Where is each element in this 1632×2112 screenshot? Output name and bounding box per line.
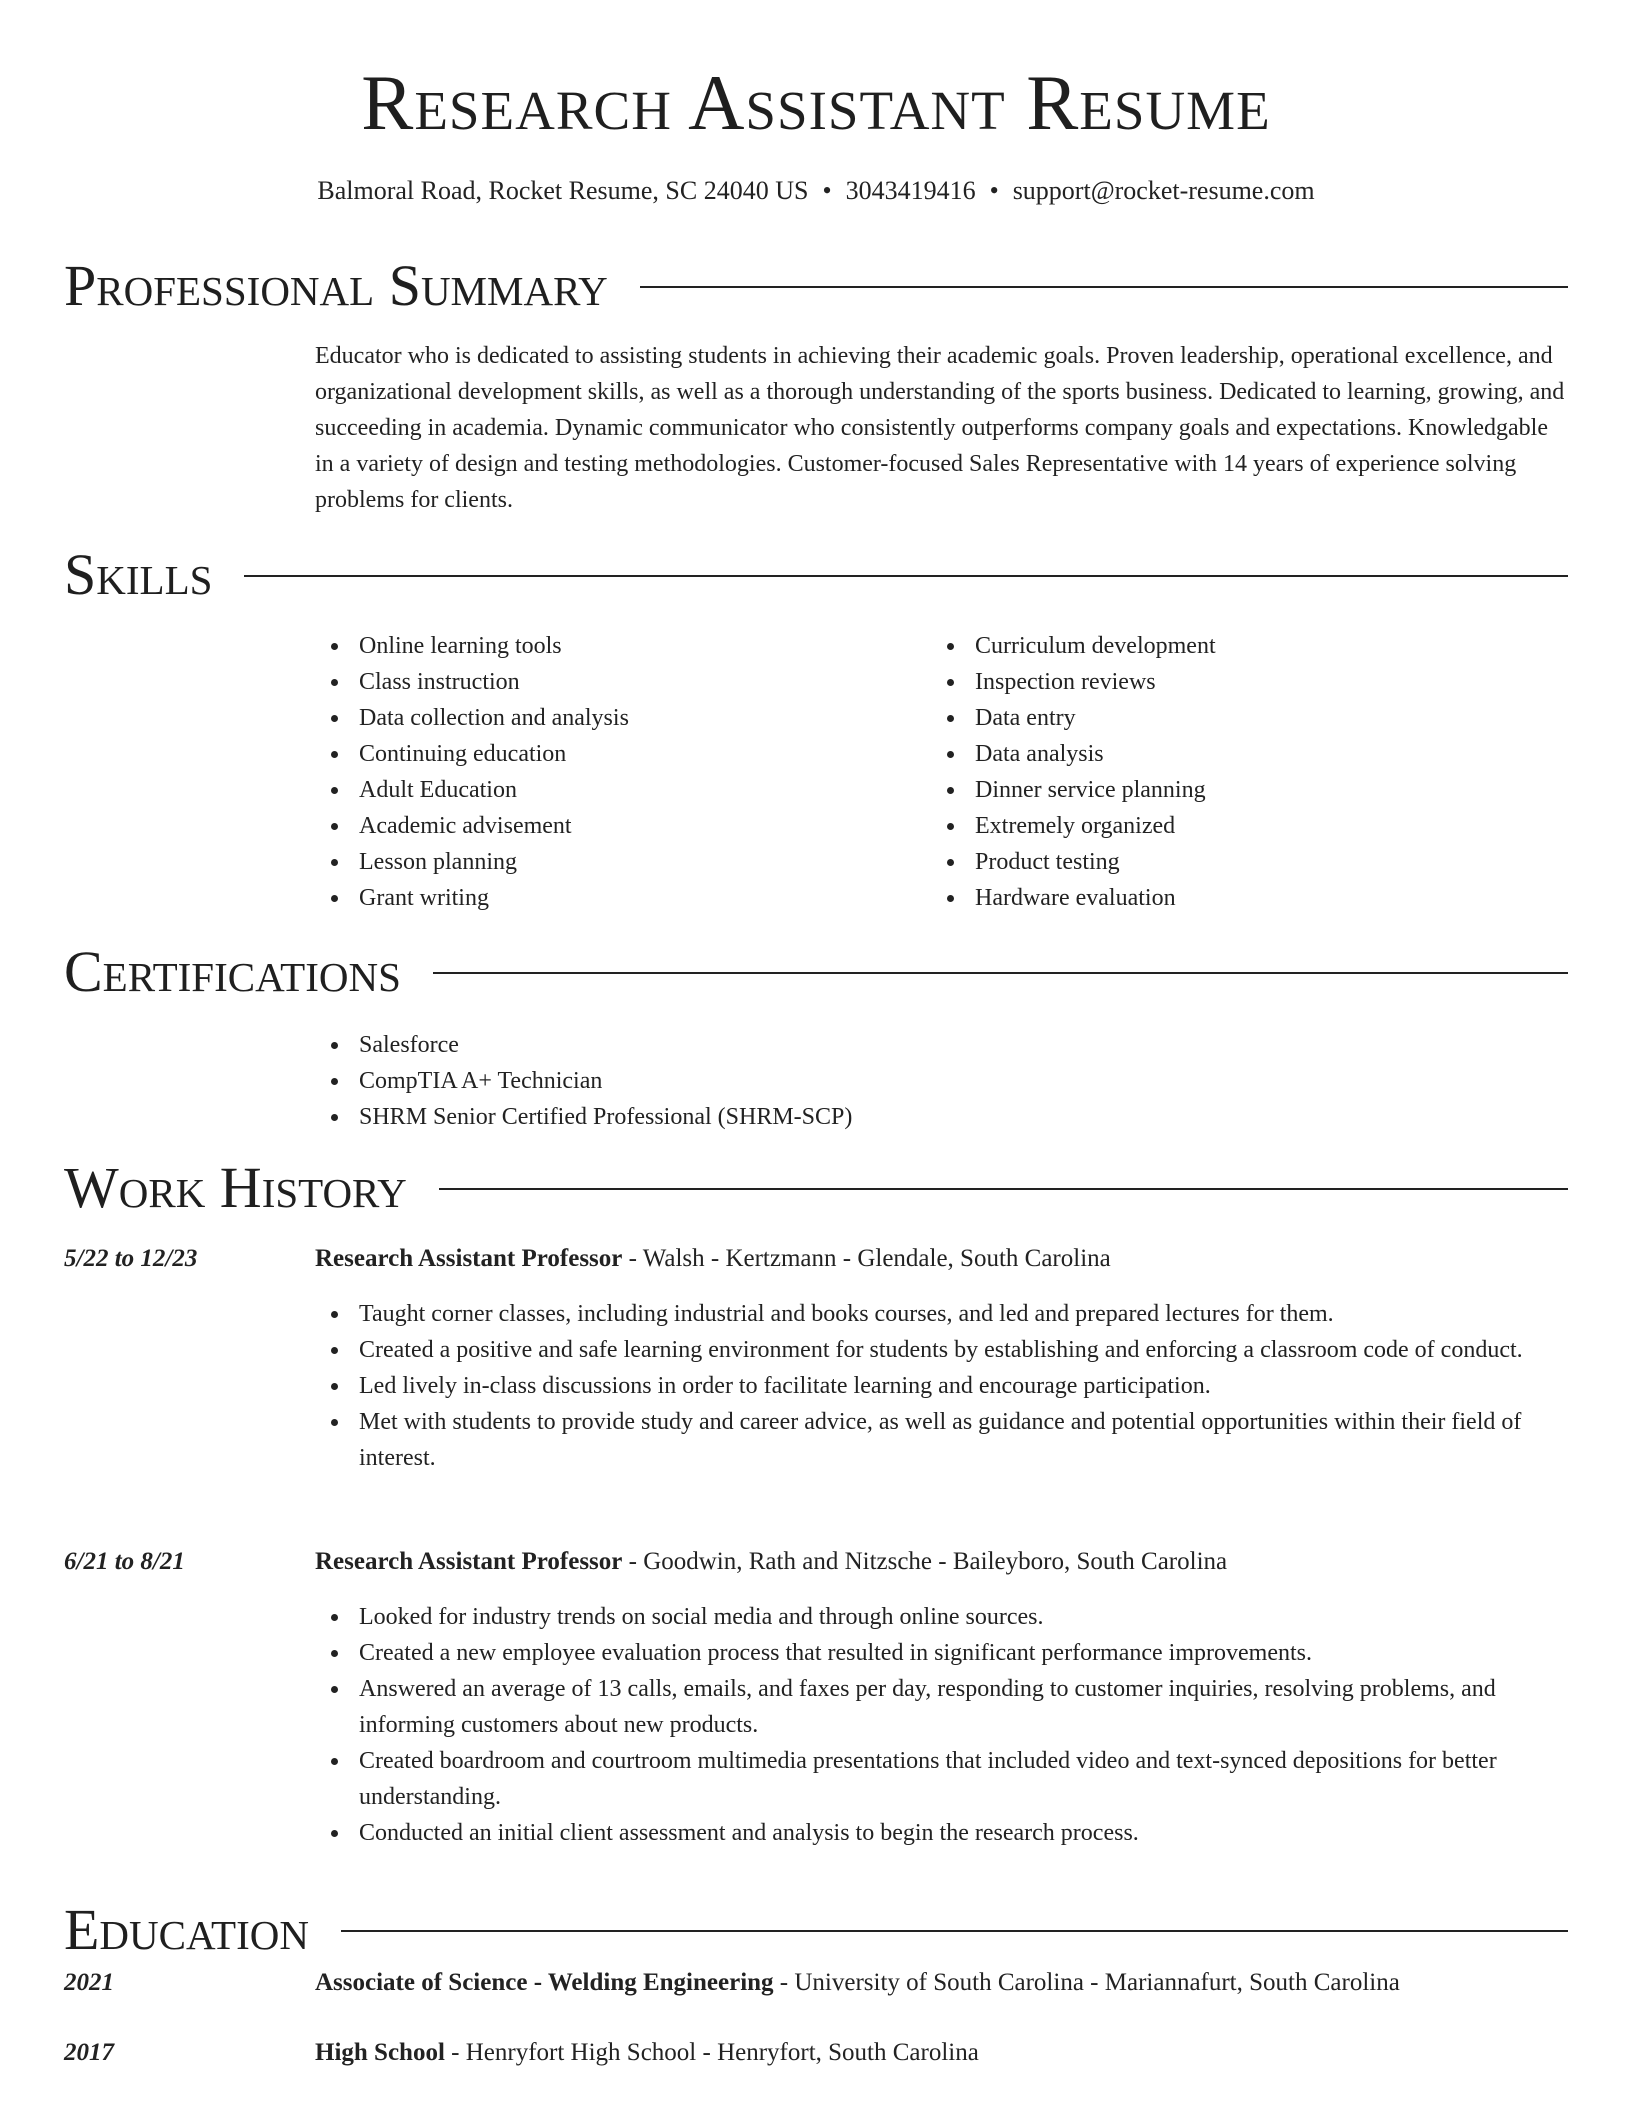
education-details: - Henryfort High School - Henryfort, South Carolina bbox=[444, 2039, 979, 2066]
certification-item: SHRM Senior Certified Professional (SHRM-SCP) bbox=[315, 1099, 1315, 1135]
job-heading bbox=[315, 1544, 1570, 1580]
job-bullet: Created a positive and safe learning environment for students by establishing and enforcing a classroom code of conduct. bbox=[315, 1332, 1555, 1368]
skill-item: Data entry bbox=[931, 700, 1531, 736]
skill-item: Class instruction bbox=[315, 664, 875, 700]
job-details: - Goodwin, Rath and Nitzsche - Baileyboro, South Carolina bbox=[622, 1548, 1228, 1575]
education-year: 2021 bbox=[64, 1969, 114, 1996]
section-title: Skills bbox=[64, 542, 213, 607]
job-bullet: Conducted an initial client assessment and analysis to begin the research process. bbox=[315, 1815, 1555, 1851]
certification-item: Salesforce bbox=[315, 1027, 1315, 1063]
section-title: Work History bbox=[64, 1155, 407, 1220]
email: support@rocket-resume.com bbox=[1012, 176, 1315, 205]
job-details: - Walsh - Kertzmann - Glendale, South Carolina bbox=[622, 1245, 1111, 1272]
job-heading bbox=[315, 1241, 1570, 1277]
job-bullet: Answered an average of 13 calls, emails, and faxes per day, responding to customer inquiries, resolving problems, and informing customers about new products. bbox=[315, 1671, 1555, 1743]
job-bullet: Created a new employee evaluation process that resulted in significant performance improvements. bbox=[315, 1635, 1555, 1671]
address: Balmoral Road, Rocket Resume, SC 24040 US bbox=[317, 176, 809, 205]
education-entry bbox=[315, 2035, 1570, 2071]
section-divider bbox=[433, 972, 1568, 974]
skill-item: Dinner service planning bbox=[931, 772, 1531, 808]
education-details: - University of South Carolina - Mariannafurt, South Carolina bbox=[773, 1969, 1400, 1996]
skills-list-right bbox=[931, 628, 1531, 916]
contact-line bbox=[0, 174, 1632, 208]
job-bullet-list bbox=[315, 1296, 1555, 1476]
skill-item: Grant writing bbox=[315, 880, 875, 916]
job-bullet: Taught corner classes, including industrial and books courses, and led and prepared lectures for them. bbox=[315, 1296, 1555, 1332]
skill-item: Extremely organized bbox=[931, 808, 1531, 844]
section-header-work-history bbox=[64, 1155, 1568, 1220]
job-bullet: Met with students to provide study and career advice, as well as guidance and potential opportunities within their field of interest. bbox=[315, 1404, 1555, 1476]
job-bullet: Led lively in-class discussions in order to facilitate learning and encourage participation. bbox=[315, 1368, 1555, 1404]
skill-item: Academic advisement bbox=[315, 808, 875, 844]
skills-list-left bbox=[315, 628, 875, 916]
resume-title: Research Assistant Resume bbox=[361, 59, 1271, 146]
section-divider bbox=[244, 575, 1568, 577]
job-bullet: Looked for industry trends on social media and through online sources. bbox=[315, 1599, 1555, 1635]
certifications-list bbox=[315, 1027, 1315, 1135]
skill-item: Continuing education bbox=[315, 736, 875, 772]
section-title: Certifications bbox=[64, 939, 401, 1004]
job-dates: 5/22 to 12/23 bbox=[64, 1245, 198, 1272]
section-header-certifications bbox=[64, 939, 1568, 1004]
skill-item: Hardware evaluation bbox=[931, 880, 1531, 916]
section-header-summary bbox=[64, 253, 1568, 318]
section-header-education bbox=[64, 1897, 1568, 1962]
skill-item: Curriculum development bbox=[931, 628, 1531, 664]
separator: • bbox=[989, 176, 999, 205]
summary-text: Educator who is dedicated to assisting students in achieving their academic goals. Proven leadership, operational excellence, and organizational development skills, as well as a thorough understanding of the sports business. Dedicated to learning, growing, and succeeding in academia. Dynamic communicator who consistently outperforms company goals and expectations. Knowledgable in a variety of design and testing methodologies. Customer-focused Sales Representative with 14 years of experience solving problems for clients. bbox=[315, 343, 1565, 513]
skill-item: Inspection reviews bbox=[931, 664, 1531, 700]
section-title: Professional Summary bbox=[64, 253, 608, 318]
job-dates: 6/21 to 8/21 bbox=[64, 1548, 185, 1575]
education-degree: Associate of Science - Welding Engineering bbox=[315, 1969, 774, 1996]
certification-item: CompTIA A+ Technician bbox=[315, 1063, 1315, 1099]
education-year: 2017 bbox=[64, 2039, 114, 2066]
phone: 3043419416 bbox=[845, 176, 976, 205]
section-divider bbox=[439, 1188, 1568, 1190]
section-divider bbox=[341, 1930, 1568, 1932]
skill-item: Data collection and analysis bbox=[315, 700, 875, 736]
section-title: Education bbox=[64, 1897, 309, 1962]
job-bullet-list bbox=[315, 1599, 1555, 1851]
skill-item: Product testing bbox=[931, 844, 1531, 880]
job-bullet: Created boardroom and courtroom multimedia presentations that included video and text-synced depositions for better understanding. bbox=[315, 1743, 1555, 1815]
skill-item: Lesson planning bbox=[315, 844, 875, 880]
skill-item: Data analysis bbox=[931, 736, 1531, 772]
job-title: Research Assistant Professor bbox=[315, 1548, 623, 1575]
skill-item: Adult Education bbox=[315, 772, 875, 808]
skill-item: Online learning tools bbox=[315, 628, 875, 664]
job-title: Research Assistant Professor bbox=[315, 1245, 623, 1272]
education-degree: High School bbox=[315, 2039, 445, 2066]
section-divider bbox=[640, 286, 1568, 288]
section-header-skills bbox=[64, 542, 1568, 607]
separator: • bbox=[822, 176, 832, 205]
education-entry bbox=[315, 1965, 1570, 2001]
